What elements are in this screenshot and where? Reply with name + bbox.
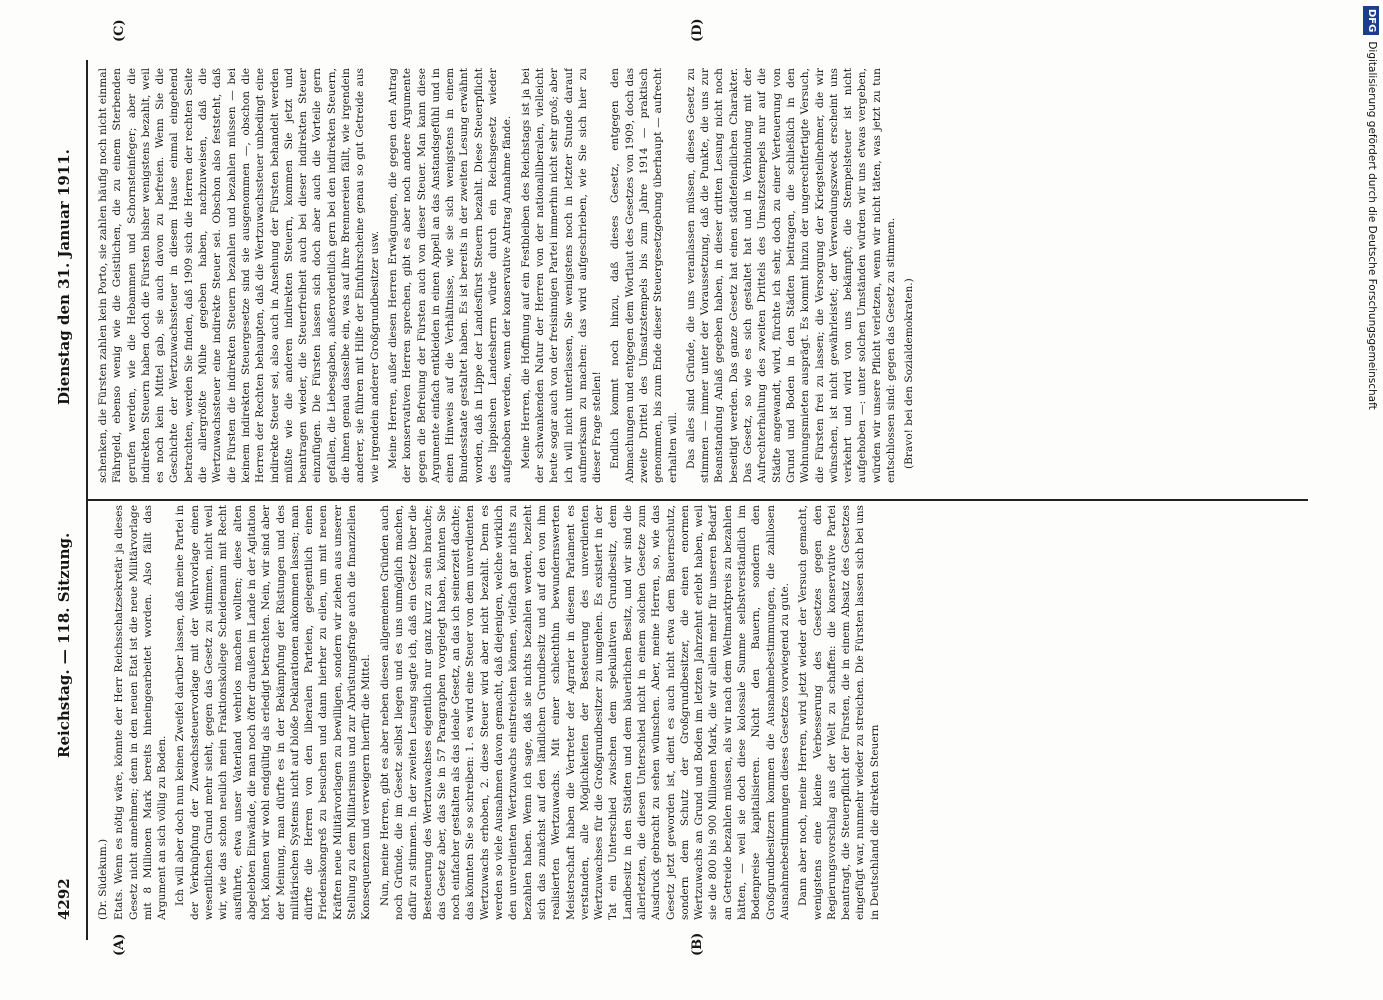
- column-divider: [88, 499, 1308, 501]
- page-number: 4292: [55, 878, 73, 920]
- digitization-bar: [1364, 6, 1380, 991]
- page-header: [55, 20, 81, 980]
- paragraph: Endlich kommt noch hinzu, daß dieses Gesetz, entgegen den Abmachungen und entgegen dem Wortlaut des Gesetzes von 1909, doch das zweite Drittel des Umsatzstempels bis zum Jahre 1914 — praktisch genommen, bis zum Ende dieser Steuergesetzgebung überhaupt — aufrecht erhalten will.: [609, 68, 679, 483]
- digitization-notice: [1364, 6, 1380, 991]
- right-column: [96, 68, 1286, 483]
- paragraph: Das alles sind Gründe, die uns veranlassen müssen, dieses Gesetz zu stimmen — immer unter der Voraussetzung, daß die Punkte, die uns zur Beanstandung Anlaß gegeben haben, in dieser dritten Lesung nicht noch beseitigt werden. Das ganze Gesetz hat einen städtefeindlichen Charakter. Das Gesetz, so wie es sich gestaltet hat und in Verbindung mit der Aufrechterhaltung des zweiten Drittels des Umsatzstempels nur auf die Städte angewandt, wird, fürchte ich sehr, doch zu einer Verteuerung von Grund und Boden in den Städten beitragen, die schließlich in den Wohnungsmieten ausprägt. Es kommt hinzu der ungerechtfertigte Versuch, die Fürsten frei zu lassen; die Versorgung der Kriegsteilnehmer, die wir wünschen, ist nicht gewährleistet; der Verwendungszweck erscheint uns verkehrt und wird von uns bekämpft; die Stempelsteuer ist nicht aufgehoben —: unter solchen Umständen würden wir uns etwas vergeben, würden wir unsere Pflicht verletzen, wenn wir nicht täten, was jetzt zu tun entschlossen sind: gegen das Gesetz zu stimmen.: [684, 68, 898, 483]
- paragraph: schenken, die Fürsten zahlen kein Porto, sie zahlen häufig noch nicht einmal Fährgeld, ebenso wenig wie die Geistlichen, die zu einem Sterbenden gerufen werden, wie die Hebammen und Schornsteinfeger; aber die indirekten Steuern haben doch die Fürsten bisher wenigstens bezahlt, weil es noch kein Mittel gab, sie auch davon zu befreien. Wenn Sie die Geschichte der Wertzuwachssteuer in diesem Hause einmal eingehend betrachten, werden Sie finden, daß 1909 sich die Herren der rechten Seite die allergrößte Mühe gegeben haben, nachzuweisen, daß die Wertzuwachssteuer eine indirekte Steuer sei. Obschon also feststeht, daß die Fürsten die indirekten Steuern bezahlen und bezahlen müssen — bei keinem indirekten Steuergesetze sind sie ausgenommen —, obschon die Herren der Rechten behaupten, daß die Wertzuwachssteuer unbedingt eine indirekte Steuer sei, also auch in Ansehung der Fürsten behandelt werden müßte wie die anderen indirekten Steuern, kommen Sie jetzt und beantragen wieder, die Steuerfreiheit auch bei dieser indirekten Steuer einzufügen. Die Fürsten lassen sich doch aber auch die Vorteile gern gefallen, die Liebesgaben, außerordentlich gern bei den indirekten Steuern, die ihnen genau dasselbe ein, was auf ihre Brennereien fällt, wie irgendein anderer, sie führen mit Hilfe der Einfuhrscheine genau so gut Getreide aus wie irgendein anderer Großgrundbesitzer usw.: [97, 68, 381, 483]
- paragraph: Etats. Wenn es nötig wäre, könnte der Herr Reichsschatzsekretär ja dieses Gesetz nicht annehmen; denn in den neuen Etat ist die neue Militärvorlage mit 8 Millionen Mark bereits hineingearbeitet worden. Also fällt das Argument an sich völlig zu Boden.: [113, 505, 169, 920]
- left-column: [96, 505, 1286, 920]
- paragraph: Dann aber noch, meine Herren, wird jetzt wieder der Versuch gemacht, wenigstens eine kleine Verbesserung des Gesetzes gegen den Regierungsvorschlag aus der Welt zu schaffen: die konservative Partei beantragt, die Steuerpflicht der Fürsten, die in einem Absatz des Gesetzes eingefügt war, nunmehr wieder zu streichen. Die Fürsten lassen sich bei uns in Deutschland die direkten Steuern: [797, 505, 881, 920]
- speaker-name: (Dr. Südekum.): [97, 838, 109, 920]
- paragraph: Ich will aber doch nun keinen Zweifel darüber lassen, daß meine Partei in der Verknüpfung der Zuwachssteuervorlage mit der Wehrvorlage einen wesentlichen Grund mehr sieht, gegen das Gesetz zu stimmen, nicht weil wir, wie das schon neulich mein Fraktionskollege Scheidemann mit Recht ausführte, etwa unser Vaterland wehrlos machen wollten; diese alten abgelebten Einwände, die man noch öfter draußen im Lande in der Agitation hört, können wir wohl endgültig als erledigt betrachten. Nein, wir sind aber der Meinung, man dürfte es in der Bekämpfung der Rüstungen und des militärischen Systems nicht auf bloße Deklarationen ankommen lassen; man dürfte die Herren von den liberalen Parteien, gelegentlich einen Friedenskongreß zu besuchen und dann hierher zu eilen, um mit neuen Kräften neue Militärvorlagen zu bewilligen, sondern wir ziehen aus unserer Stellung zu dem Militarismus und zur Abrüstungsfrage auch die finanziellen Konsequenzen und verweigern hierfür die Mittel.: [174, 505, 373, 920]
- applause-note: (Bravo! bei den Sozialdemokraten.): [903, 278, 916, 469]
- session-date: Dienstag den 31. Januar 1911.: [55, 149, 73, 405]
- paragraph: Nun, meine Herren, gibt es aber neben diesen allgemeinen Gründen auch noch Gründe, die im Gesetz selbst liegen und es uns unmöglich machen, dafür zu stimmen. In der zweiten Lesung sagte ich, daß ein Gesetz über die Besteuerung des Wertzuwachses eigentlich nur ganz kurz zu sein brauche; das Gesetz aber, das Sie in 57 Paragraphen vorgelegt haben, könnten Sie noch einfacher gestalten als das ideale Gesetz, an das ich seinerzeit dachte; das könnten Sie so schreiben: 1. es wird eine Steuer von dem unverdienten Wertzuwachs erhoben, 2. diese Steuer wird aber nicht bezahlt. Denn es werden so viele Ausnahmen davon gemacht, daß diejenigen, welche wirklich den unverdienten Wertzuwachs einstreichen können, vielfach gar nichts zu bezahlen haben. Wenn ich sage, daß sie nichts bezahlen werden, bezieht sich das zunächst auf den ländlichen Grundbesitz und auf den von ihm realisierten Wertzuwachs. Mit einer schlechthin bewundernswerten Meisterschaft haben die Vertreter der Agrarier in diesem Parlament es verstanden, alle Möglichkeiten der Besteuerung des unverdienten Wertzuwachses für die Großgrundbesitzer zu umgehen. Es existiert in der Tat ein Unterschied zwischen dem spekulativen Grundbesitz, dem Landbesitz in den Städten und dem bäuerlichen Besitz, und wir sind die allerletzten, die diesen Unterschied nicht in einem solchen Gesetze zum Ausdruck gebracht zu sehen wünschen. Aber, meine Herren, so, wie das Gesetz jetzt geworden ist, dient es auch nicht etwa dem Bauernschutz, sondern dem Schutz der Großgrundbesitzer, die einen enormen Wertzuwachs an Grund und Boden im letzten Jahrzehnt erlebt haben, weil sie die 800 bis 900 Millionen Mark, die wir allein mehr für unseren Bedarf an Getreide bezahlen müssen, als wir nach dem Weltmarktpreis zu bezahlen hätten, — weil sie doch diese kolossale Summe selbstverständlich im Bodenpreise kapitalisieren. Nicht den Bauern, sondern den Großgrundbesitzern kommen die Ausnahmebestimmungen, die zahllosen Ausnahmebestimmungen dieses Gesetzes vorwiegend zu gute.: [378, 505, 791, 920]
- session-title: Reichstag. — 118. Sitzung.: [55, 532, 73, 758]
- digitization-text: Digitalisierung gefördert durch die Deutsche Forschungsgemeinschaft: [1366, 41, 1378, 410]
- margin-marker-b: (B): [690, 932, 705, 956]
- margin-marker-d: (D): [690, 18, 705, 42]
- paragraph: Meine Herren, außer diesen Herren Erwägungen, die gegen den Antrag der konservativen Herren sprechen, gibt es aber noch andere Argumente gegen die Befreiung der Fürsten auch von dieser Steuer. Man kann diese Argumente einfach entkleiden in einen Appell an das Anstandsgefühl und in einen Hinweis auf die Verhältnisse, wie sie sich wenigstens in einem Bundesstaate gestaltet haben. Es ist bereits in der zweiten Lesung erwähnt worden, daß in Lippe der Landesfürst Steuern bezahlt. Diese Steuerpflicht des lippischen Landesherrn würde durch ein Reichsgesetz wieder aufgehoben werden, wenn der konservative Antrag Annahme fände.: [386, 68, 514, 483]
- dfg-logo-icon: DFG: [1363, 6, 1379, 35]
- margin-marker-c: (C): [112, 19, 127, 42]
- margin-marker-a: (A): [112, 933, 127, 956]
- paragraph: Meine Herren, die Hoffnung auf ein Festbleiben des Reichstags ist ja bei der schwankenden Natur der Herren von der nationalliberalen, vielleicht heute sogar auch von der freisinnigen Partei immerhin nicht sehr groß; aber ich will nicht unterlassen, Sie wenigstens noch in letzter Stunde darauf aufmerksam zu machen: das wird aufgeschrieben, wie Sie sich hier zu dieser Frage stellen!: [519, 68, 604, 483]
